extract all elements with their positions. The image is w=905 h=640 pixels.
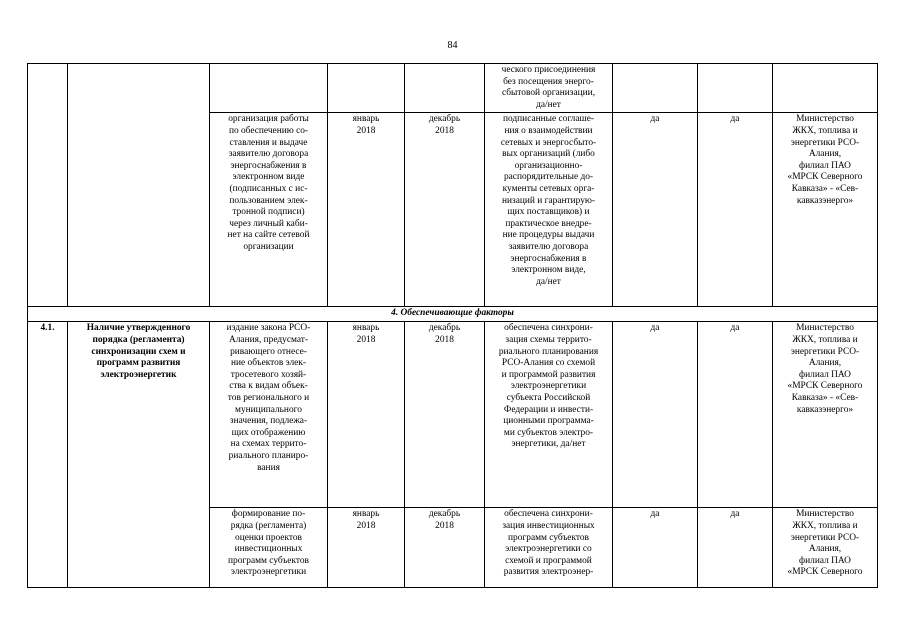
indicator-name-cell [68, 322, 210, 588]
start-date-cell [328, 113, 405, 307]
indicator-name: Наличие утвержденного порядка (регламента) синхронизации схем и программ развития электроэнергетик [86, 323, 191, 380]
result-indicator-cell [485, 322, 613, 508]
responsible-cell [773, 113, 878, 307]
result-indicator-cell [485, 508, 613, 588]
result-indicator-text: обеспечена синхрони- зация схемы террито- риального планирования РСО-Алания со схемой и программой развития электроэнергетики субъекта Российской Федерации и инвести- ционными программа- ми субъектов электро- энергетики, да/нет [498, 323, 599, 450]
section-title: 4. Обеспечивающие факторы [28, 307, 878, 322]
value-text: да [650, 114, 660, 125]
start-date: январь 2018 [352, 323, 380, 345]
start-date: январь 2018 [352, 509, 380, 531]
table-row [28, 322, 878, 508]
page-number: 84 [447, 40, 458, 51]
value-cell [613, 64, 698, 113]
responsible-cell [773, 64, 878, 113]
measure-text: издание закона РСО- Алания, предусмат- ривающего отнесе- ние объектов элек- тросетевого хозяй- ства к видам объек- тов регионального и муниципального значения, подлежа- щих отображению на схемах террито- риального планиро- вания [226, 323, 311, 473]
result-indicator-text: обеспечена синхрони- зация инвестиционных программ субъектов электроэнергетики со схемой и программой развития электроэнер- [502, 509, 595, 578]
end-date-cell [405, 508, 485, 588]
result-indicator-cell [485, 64, 613, 113]
responsible-cell [773, 322, 878, 508]
value-cell [698, 322, 773, 508]
result-indicator-cell [485, 113, 613, 307]
value-cell [613, 113, 698, 307]
section-header-row [28, 307, 878, 322]
measure-text: формирование по- рядка (регламента) оценки проектов инвестиционных программ субъектов электроэнергетики [228, 509, 309, 578]
start-date-cell [328, 64, 405, 113]
end-date-cell [405, 322, 485, 508]
end-date: декабрь 2018 [428, 509, 461, 531]
result-indicator-text: подписанные соглаше- ния о взаимодействии сетевых и энергосбыто- вых организаций (либо организационно- распорядительные до- кументы сетевых орга- низаций и гарантирую- щих поставщиков) и практическое внедре- ние процедуры выдачи заявителю договора энергоснабжения в электронном виде, да/нет [500, 114, 597, 287]
value-text: да [650, 509, 660, 520]
value-text: да [730, 114, 740, 125]
responsible-text: Министерство ЖКХ, топлива и энергетики РСО- Алания, филиал ПАО «МРСК Северного Кавказа» - «Сев- кавказэнерго» [787, 323, 863, 415]
value-text: да [650, 323, 660, 334]
value-cell [698, 113, 773, 307]
end-date: декабрь 2018 [428, 114, 461, 136]
row-number-cell [28, 64, 68, 307]
value-text: да [730, 509, 740, 520]
roadmap-table [27, 63, 878, 588]
responsible-text: Министерство ЖКХ, топлива и энергетики РСО- Алания, филиал ПАО «МРСК Северного [787, 509, 863, 578]
measure-cell [210, 322, 328, 508]
indicator-name-cell [68, 64, 210, 307]
end-date: декабрь 2018 [428, 323, 461, 345]
measure-cell [210, 508, 328, 588]
value-cell [698, 508, 773, 588]
responsible-text: Министерство ЖКХ, топлива и энергетики РСО- Алания, филиал ПАО «МРСК Северного Кавказа» - «Сев- кавказэнерго» [787, 114, 863, 206]
row-number-cell: 4.1. [28, 322, 68, 588]
end-date-cell [405, 64, 485, 113]
measure-text: организация работы по обеспечению со- ставления и выдаче заявителю договора энергоснабжения в электронном виде (подписанных с ис- пользованием элек- тронной подписи) через личный каби- нет на сайте сетевой организации [227, 114, 310, 252]
start-date-cell [328, 322, 405, 508]
start-date: январь 2018 [352, 114, 380, 136]
table-row [28, 64, 878, 113]
end-date-cell [405, 113, 485, 307]
start-date-cell [328, 508, 405, 588]
measure-cell [210, 64, 328, 113]
result-indicator-text: ческого присоединения без посещения энерго- сбытовой организации, да/нет [501, 65, 596, 110]
value-cell [613, 322, 698, 508]
responsible-cell [773, 508, 878, 588]
measure-cell [210, 113, 328, 307]
value-cell [613, 508, 698, 588]
value-text: да [730, 323, 740, 334]
value-cell [698, 64, 773, 113]
